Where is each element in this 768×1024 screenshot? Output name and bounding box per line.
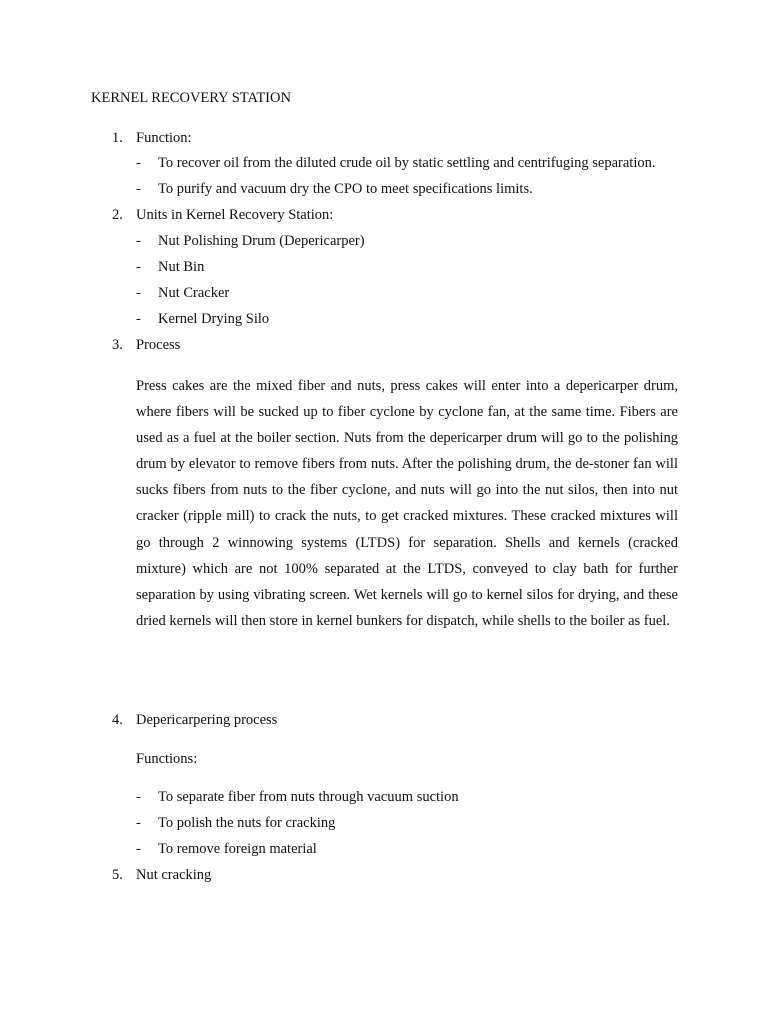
- section-1-number: 1.: [112, 130, 123, 146]
- section-2-number: 2.: [112, 207, 123, 223]
- section-1-heading: Function:: [136, 130, 192, 146]
- bullet-dash: -: [136, 155, 141, 171]
- section-4-heading: Depericarpering process: [136, 712, 278, 728]
- bullet-dash: -: [136, 285, 141, 301]
- bullet-dash: -: [136, 233, 141, 249]
- section-5-heading: Nut cracking: [136, 867, 212, 883]
- section-4-subheading: Functions:: [136, 751, 198, 767]
- section-2-bullet-1: Nut Polishing Drum (Depericarper): [158, 233, 365, 249]
- document-title: KERNEL RECOVERY STATION: [91, 90, 291, 106]
- section-4-bullet-3: To remove foreign material: [158, 841, 317, 857]
- section-2-bullet-3: Nut Cracker: [158, 285, 230, 301]
- section-3-number: 3.: [112, 337, 123, 353]
- section-5-number: 5.: [112, 867, 123, 883]
- bullet-dash: -: [136, 815, 141, 831]
- bullet-dash: -: [136, 181, 141, 197]
- section-2-bullet-4: Kernel Drying Silo: [158, 311, 270, 327]
- process-paragraph: Press cakes are the mixed fiber and nuts, press cakes will enter into a depericarper drum, where fibers will be sucked up to fiber cyclone by cyclone fan, at the same time. Fibers are used as a fuel at the boiler section. Nuts from the depericarper drum will go to the polishing drum by elevator to remove fibers from nuts. After the polishing drum, the de-stoner fan will sucks fibers from nuts to the fiber cyclone, and nuts will go into the nut silos, then into nut cracker (ripple mill) to crack the nuts, to get cracked mixtures. These cracked mixtures will go through 2 winnowing systems (LTDS) for separation. Shells and kernels (cracked mixture) which are not 100% separated at the LTDS, conveyed to clay bath for further separation by using vibrating screen. Wet kernels will go to kernel silos for drying, and these dried kernels will then store in kernel bunkers for dispatch, while shells to the boiler as fuel.: [136, 378, 678, 629]
- bullet-dash: -: [136, 259, 141, 275]
- section-4-bullet-1: To separate fiber from nuts through vacuum suction: [158, 789, 459, 805]
- bullet-dash: -: [136, 841, 141, 857]
- section-1-bullet-1: To recover oil from the diluted crude oil by static settling and centrifuging separation.: [158, 155, 656, 171]
- section-2-bullet-2: Nut Bin: [158, 259, 205, 275]
- section-4-number: 4.: [112, 712, 123, 728]
- section-3-heading: Process: [136, 337, 181, 353]
- bullet-dash: -: [136, 311, 141, 327]
- section-2-heading: Units in Kernel Recovery Station:: [136, 207, 334, 223]
- bullet-dash: -: [136, 789, 141, 805]
- section-1-bullet-2: To purify and vacuum dry the CPO to meet specifications limits.: [158, 181, 533, 197]
- section-4-bullet-2: To polish the nuts for cracking: [158, 815, 336, 831]
